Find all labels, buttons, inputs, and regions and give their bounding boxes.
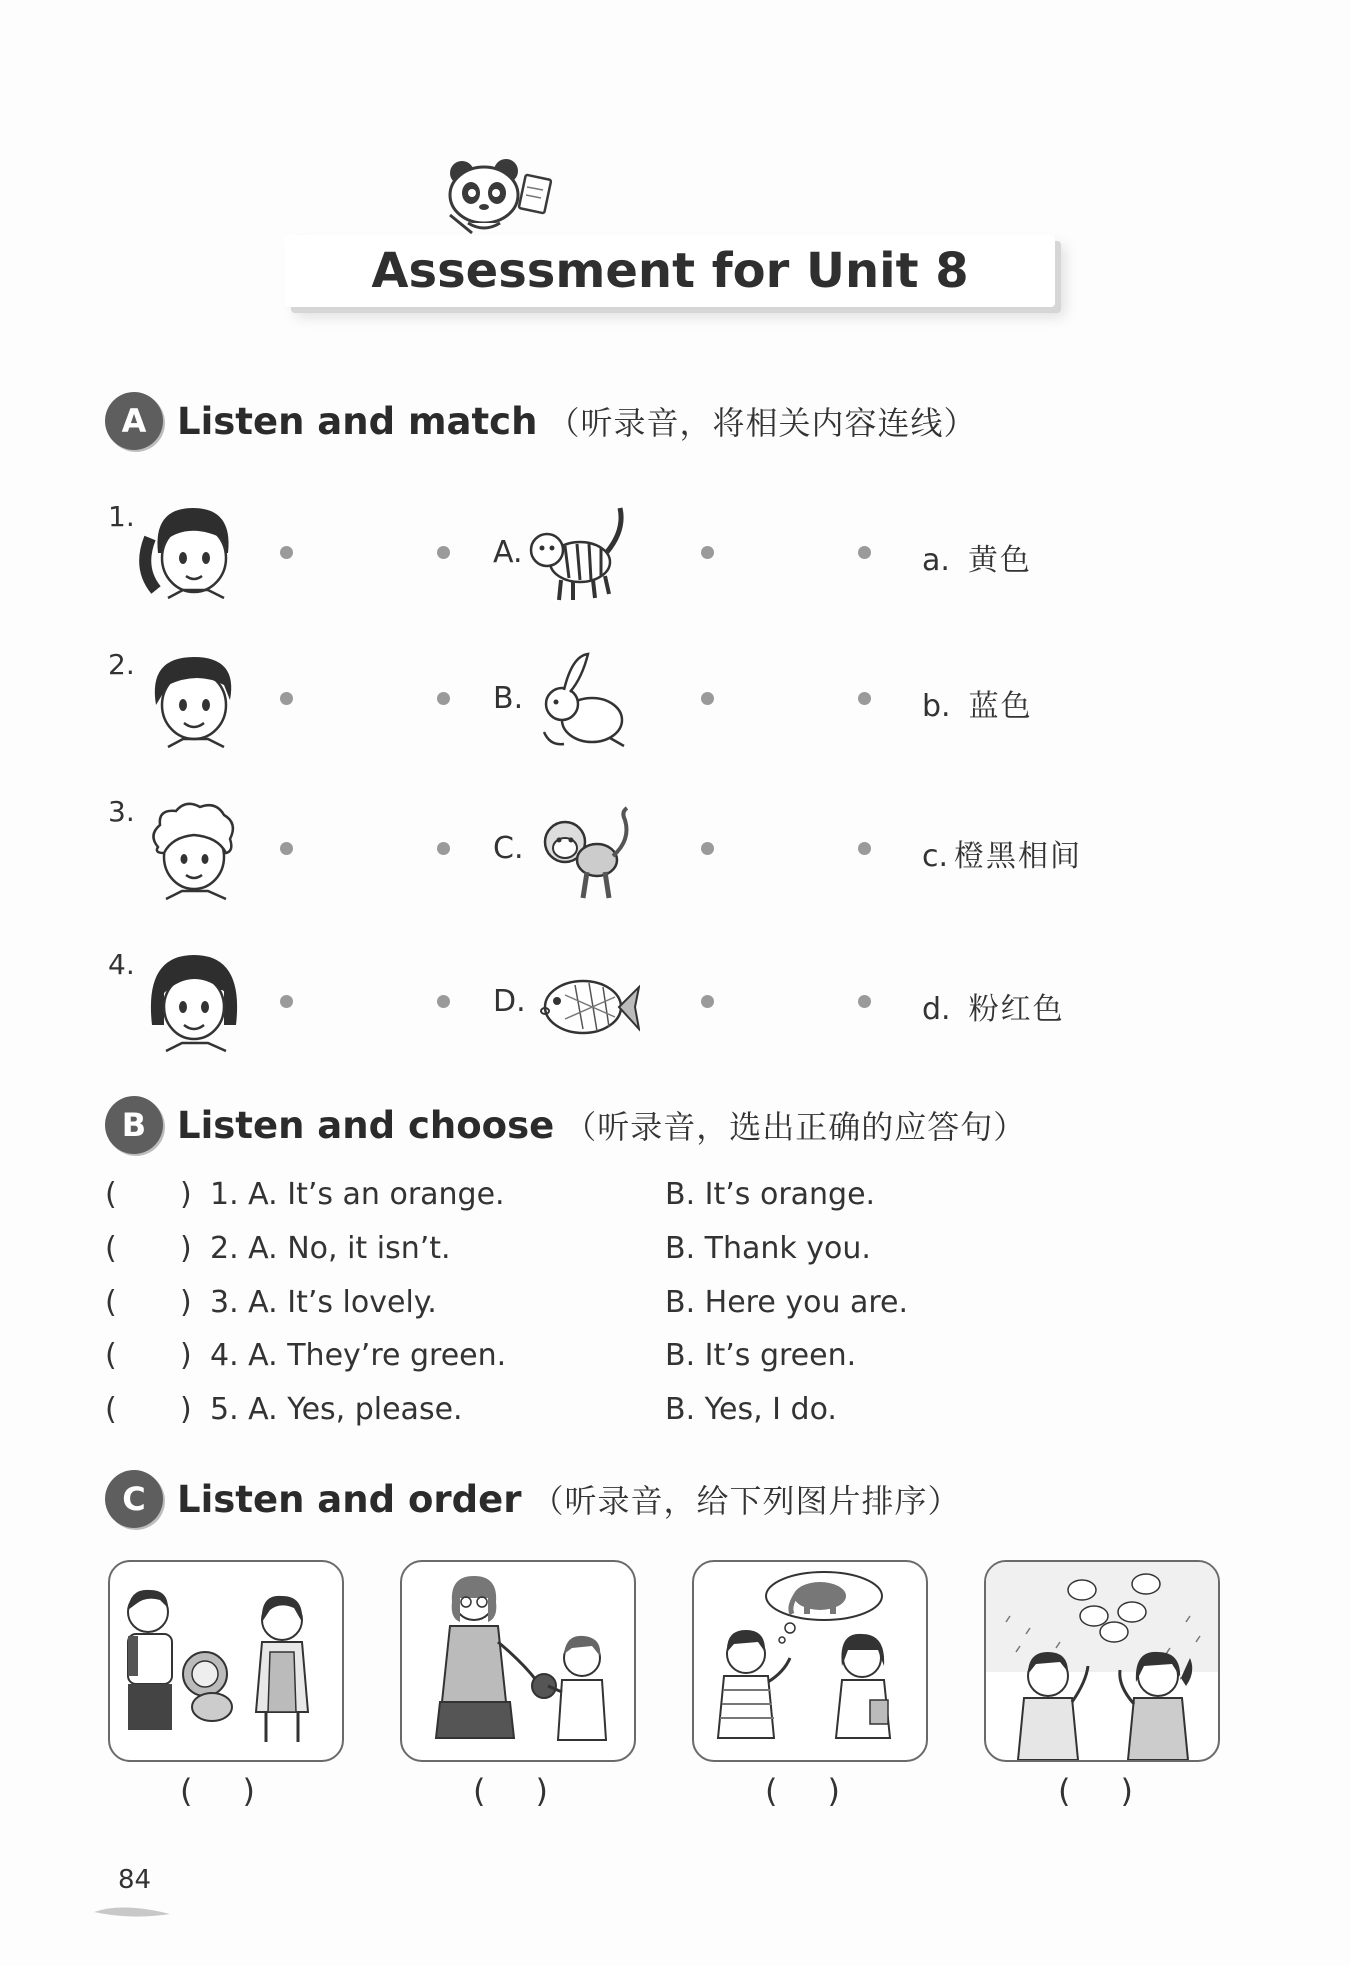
choice-option-a: 1. A. It’s an orange. [210,1177,505,1212]
blank-right: ) [1120,1772,1133,1810]
blank-left: ( [1058,1772,1071,1810]
section-b-title: Listen and choose [177,1103,555,1147]
section-b-badge: B [105,1096,163,1154]
section-a-note: （听录音，将相关内容连线） [547,404,977,442]
choice-option-b: B. It’s orange. [665,1177,876,1212]
order-blank-1[interactable] [180,1772,255,1810]
section-c-header [105,1470,960,1528]
page-title: Assessment for Unit 8 [371,243,969,299]
blank-left: ( [473,1772,486,1810]
section-a-title: Listen and match [177,399,538,443]
color-letter: c. [922,839,949,874]
choice-option-b: B. Thank you. [665,1231,871,1266]
panda-mascot-icon [440,155,560,240]
color-chinese: 粉红色 [968,992,1065,1027]
match-dot[interactable] [858,842,871,855]
answer-blank-left[interactable]: ( [105,1285,117,1320]
match-dot[interactable] [437,995,450,1008]
answer-blank-right[interactable]: ) [180,1231,192,1266]
page-swoosh-icon [92,1904,172,1920]
choice-option-a: 2. A. No, it isn’t. [210,1231,451,1266]
match-dot[interactable] [280,995,293,1008]
match-dot[interactable] [858,995,871,1008]
color-chinese: 橙黑相间 [954,839,1083,874]
answer-blank-left[interactable]: ( [105,1338,117,1373]
order-blank-2[interactable] [473,1772,548,1810]
animal-letter-c: C. [493,831,524,866]
color-letter: d. [922,992,951,1027]
section-b-header [105,1096,1026,1154]
section-c-badge: C [105,1470,163,1528]
boy-black-hair-icon [138,645,248,755]
answer-blank-left[interactable]: ( [105,1177,117,1212]
color-letter: a. [922,543,950,578]
match-dot[interactable] [701,842,714,855]
choice-option-a: 4. A. They’re green. [210,1338,507,1373]
color-option-a [922,535,1032,579]
choice-option-b: B. Yes, I do. [665,1392,837,1427]
match-row-1-number: 1. [108,500,135,533]
color-option-c [922,831,1082,875]
answer-blank-right[interactable]: ) [180,1392,192,1427]
choice-item-4 [105,1338,1255,1378]
match-row-3-number: 3. [108,795,135,828]
choice-item-5 [105,1392,1255,1432]
choice-option-b: B. Here you are. [665,1285,909,1320]
color-chinese: 黄色 [967,543,1032,578]
section-c-title: Listen and order [177,1477,522,1521]
animal-letter-a: A. [493,535,523,570]
match-dot[interactable] [701,692,714,705]
choice-item-3 [105,1285,1255,1325]
match-dot[interactable] [858,692,871,705]
girl-ponytail-icon [138,498,248,608]
boy-curly-hair-icon [138,795,248,905]
color-letter: b. [922,689,951,724]
section-a-badge: A [105,392,163,450]
choice-item-2 [105,1231,1255,1271]
section-c-note: （听录音，给下列图片排序） [531,1482,961,1520]
match-dot[interactable] [280,546,293,559]
order-blank-4[interactable] [1058,1772,1133,1810]
answer-blank-right[interactable]: ) [180,1338,192,1373]
teacher-ball-picture [400,1560,636,1762]
color-option-b [922,681,1033,725]
match-dot[interactable] [701,546,714,559]
match-row-4-number: 4. [108,948,135,981]
animal-letter-d: D. [493,984,526,1019]
page-number: 84 [118,1865,152,1895]
section-a-header [105,392,976,450]
blank-left: ( [180,1772,193,1810]
color-chinese: 蓝色 [968,689,1033,724]
chicks-picture [984,1560,1220,1762]
choice-option-a: 3. A. It’s lovely. [210,1285,437,1320]
match-dot[interactable] [437,546,450,559]
match-dot[interactable] [280,692,293,705]
answer-blank-right[interactable]: ) [180,1177,192,1212]
section-b-note: （听录音，选出正确的应答句） [564,1108,1027,1146]
boy-toy-lion-picture [108,1560,344,1762]
elephant-thought-picture [692,1560,928,1762]
answer-blank-left[interactable]: ( [105,1231,117,1266]
blank-right: ) [535,1772,548,1810]
animal-letter-b: B. [493,681,524,716]
answer-blank-right[interactable]: ) [180,1285,192,1320]
match-dot[interactable] [701,995,714,1008]
match-dot[interactable] [858,546,871,559]
tiger-icon [525,500,630,605]
choice-option-b: B. It’s green. [665,1338,857,1373]
monkey-icon [535,800,640,905]
blank-left: ( [765,1772,778,1810]
girl-bob-hair-icon [138,945,248,1055]
match-dot[interactable] [280,842,293,855]
match-dot[interactable] [437,842,450,855]
match-row-2-number: 2. [108,648,135,681]
answer-blank-left[interactable]: ( [105,1392,117,1427]
rabbit-icon [530,648,635,753]
blank-right: ) [242,1772,255,1810]
fish-icon [535,955,640,1060]
choice-option-a: 5. A. Yes, please. [210,1392,463,1427]
color-option-d [922,984,1065,1028]
match-dot[interactable] [437,692,450,705]
order-blank-3[interactable] [765,1772,840,1810]
blank-right: ) [827,1772,840,1810]
choice-item-1 [105,1177,1255,1217]
